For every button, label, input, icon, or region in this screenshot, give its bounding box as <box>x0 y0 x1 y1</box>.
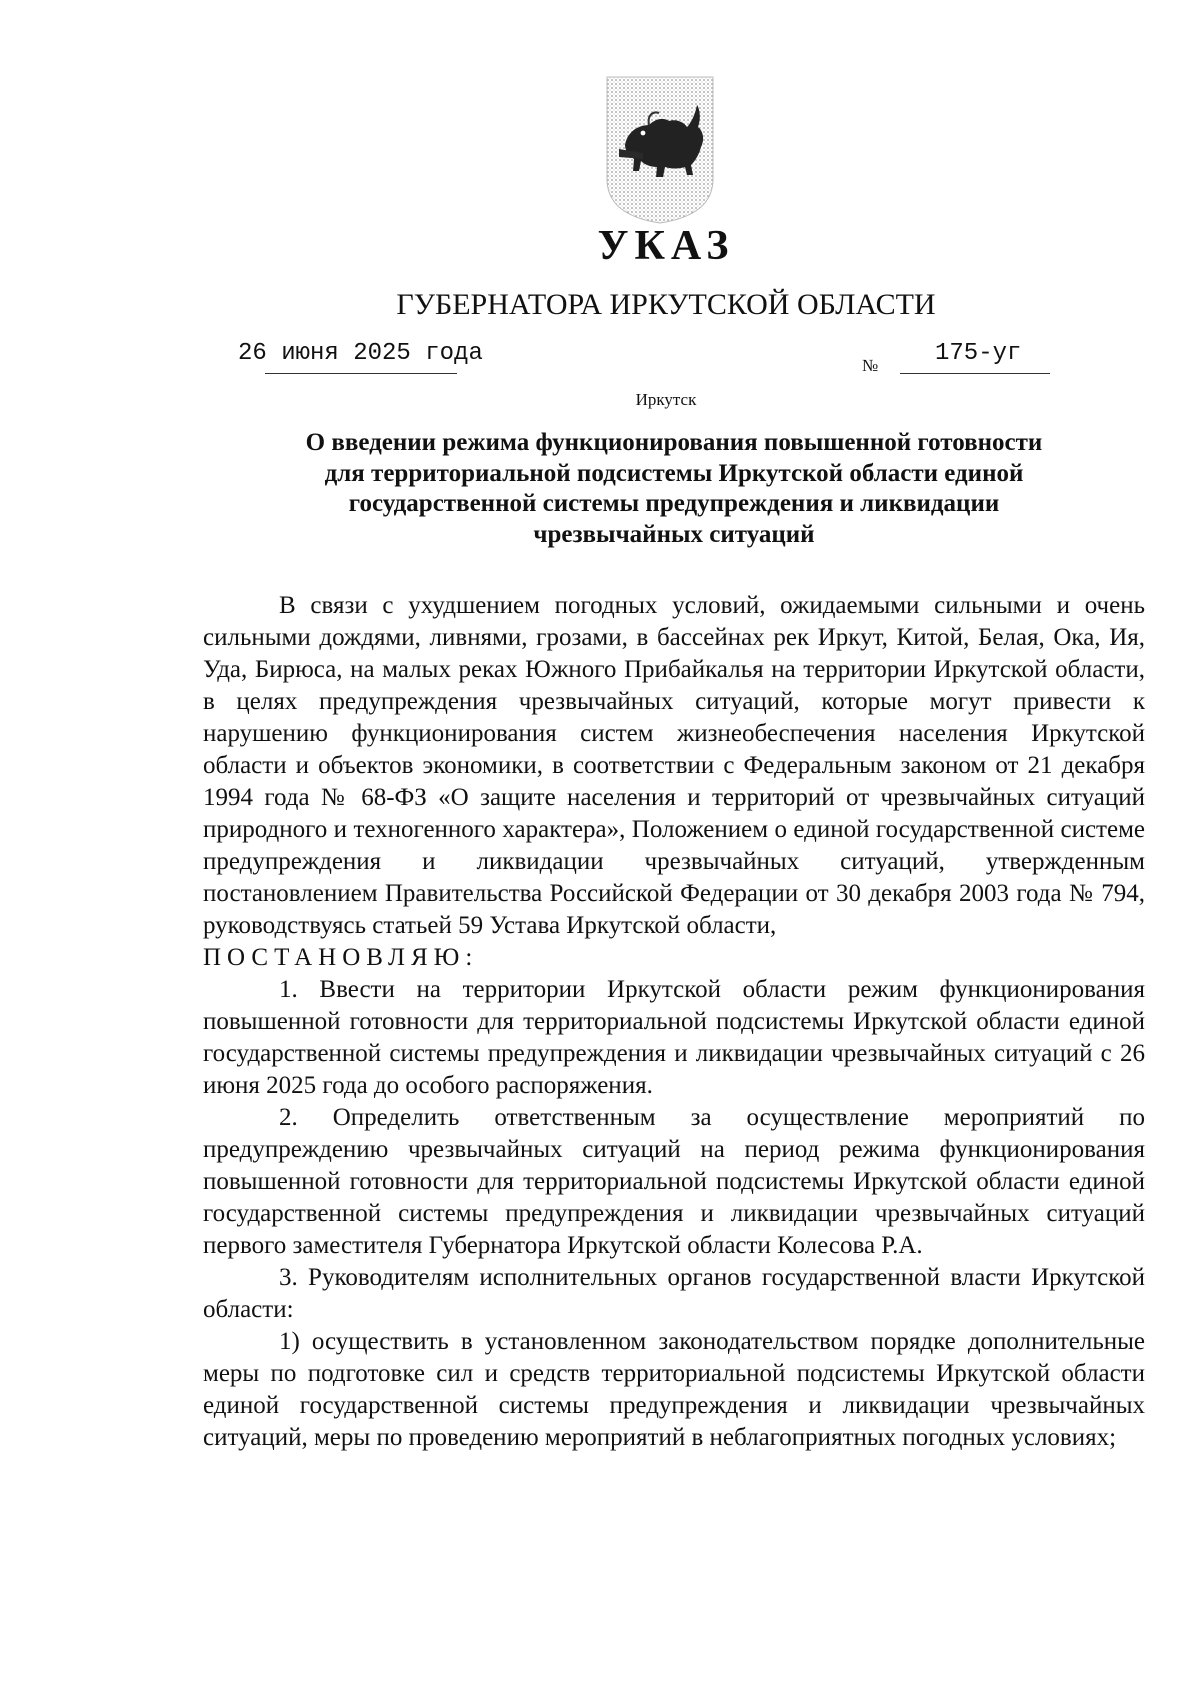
document-city: Иркутск <box>635 390 697 409</box>
date-underline <box>265 373 457 374</box>
heading-line: государственной системы предупреждения и ликвидации <box>348 490 1000 517</box>
document-subtitle: ГУБЕРНАТОРА ИРКУТСКОЙ ОБЛАСТИ <box>396 288 936 321</box>
document-number: 175-уг <box>935 340 1022 367</box>
item-paragraph: 3. Руководителям исполнительных органов государственной власти Иркутской области: <box>203 1264 1145 1323</box>
document-title: УКАЗ <box>597 223 735 269</box>
decree-word: ПОСТАНОВЛЯЮ: <box>203 944 479 971</box>
document-date: 26 июня 2025 года <box>238 340 483 367</box>
item-paragraph: 2. Определить ответственным за осуществление мероприятий по предупреждению чрезвычайных ситуаций на период режима функционирования повышенной готовности для территориальной подсистемы Иркутской области единой государственной системы предупреждения и ликвидации чрезвычайных ситуаций первого заместителя Губернатора Иркутской области Колесова Р.А. <box>203 1104 1145 1259</box>
item-paragraph: 1. Ввести на территории Иркутской области режим функционирования повышенной готовности для территориальной подсистемы Иркутской области единой государственной системы предупреждения и ликвидации чрезвычайных ситуаций с 26 июня 2025 года до особого распоряжения. <box>203 976 1145 1099</box>
preamble-paragraph: В связи с ухудшением погодных условий, ожидаемыми сильными и очень сильными дождями, ливнями, грозами, в бассейнах рек Иркут, Китой, Белая, Ока, Ия, Уда, Бирюса, на малых реках Южного Прибайкалья на территории Иркутской области, в целях предупреждения чрезвычайных ситуаций, которые могут привести к нарушению функционирования систем жизнеобеспечения населения Иркутской области и объектов экономики, в соответствии с Федеральным законом от 21 декабря 1994 года № 68-ФЗ «О защите населения и территорий от чрезвычайных ситуаций природного и техногенного характера», Положением о единой государственной системе предупреждения и ликвидации чрезвычайных ситуаций, утвержденным постановлением Правительства Российской Федерации от 30 декабря 2003 года № 794, руководствуясь статьей 59 Устава Иркутской области, <box>203 592 1145 939</box>
number-sign: № <box>862 356 879 375</box>
heading-line: чрезвычайных ситуаций <box>533 520 815 548</box>
number-underline <box>900 373 1050 374</box>
heading-line: для территориальной подсистемы Иркутской области единой <box>324 459 1024 487</box>
document-body <box>203 590 1145 1454</box>
document-heading <box>200 428 1148 550</box>
heading-line: О введении режима функционирования повышенной готовности <box>305 429 1043 456</box>
coat-of-arms-icon <box>603 75 717 225</box>
subitem-paragraph: 1) осуществить в установленном законодательством порядке дополнительные меры по подготовке сил и средств территориальной подсистемы Иркутской области единой государственной системы предупреждения и ликвидации чрезвычайных ситуаций, меры по проведению мероприятий в неблагоприятных погодных условиях; <box>203 1328 1145 1451</box>
